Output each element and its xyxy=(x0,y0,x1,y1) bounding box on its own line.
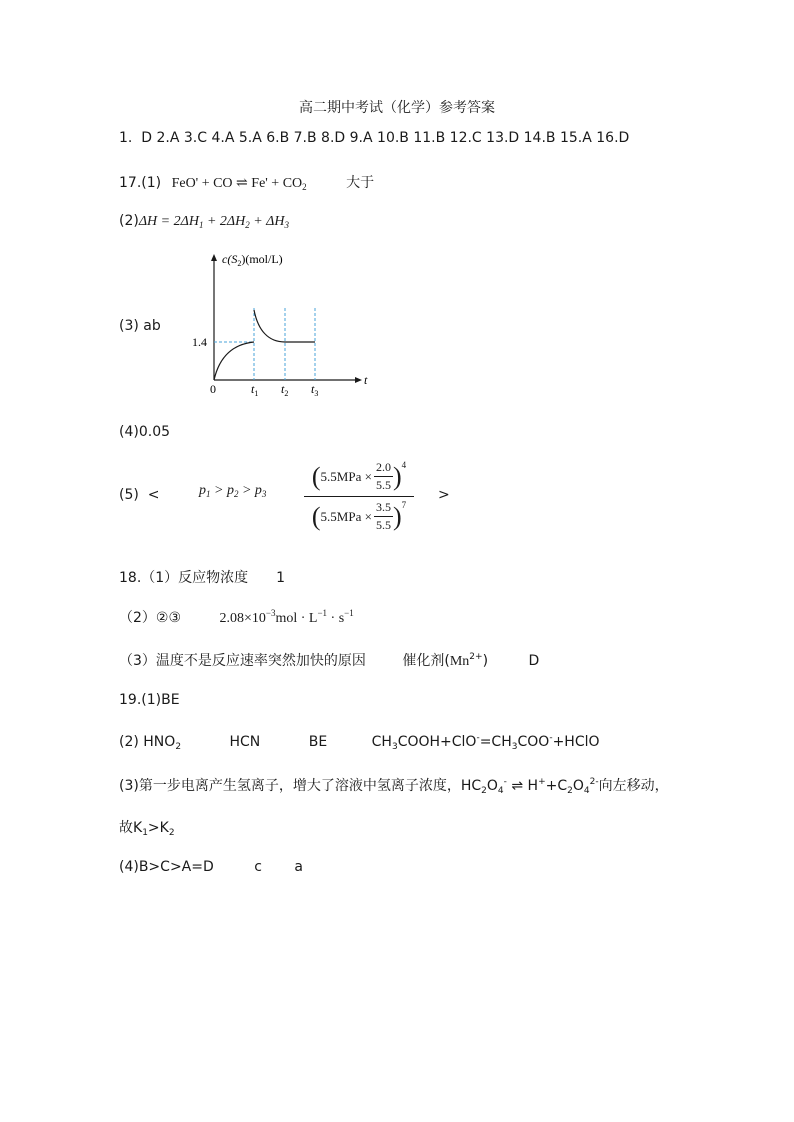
q19-part3-line1 xyxy=(119,775,669,795)
q19-p4-order: (4)B>C>A=D xyxy=(119,859,214,875)
origin-label: 0 xyxy=(210,382,216,396)
t1-label: $t_1$ xyxy=(251,382,259,398)
q19-part2 xyxy=(119,734,600,750)
q17-eq-left: FeO' + CO xyxy=(171,176,233,191)
q19-part3-line2: 故$K_1>K_2$ xyxy=(119,820,175,838)
q17-p1-answer: 大于 xyxy=(346,175,375,191)
curve-rise xyxy=(214,342,254,380)
q19-p2-be: BE xyxy=(308,734,328,750)
q17-p5-pressures: $p_1 > p_2 > p_3$ xyxy=(199,483,267,499)
q17-p2-label: (2) xyxy=(119,213,139,229)
q17-part4: (4)0.05 xyxy=(119,424,171,440)
t2-label: $t_2$ xyxy=(281,382,289,398)
concentration-time-graph xyxy=(180,246,380,406)
mc-answers: D 2.A 3.C 4.A 5.A 6.B 7.B 8.D 9.A 10.B 11.B 12.C 13.D 14.B 15.A 16.D xyxy=(141,130,630,146)
q18-p3-text: （3）温度不是反应速率突然加快的原因 xyxy=(119,653,366,669)
y-tick-1.4: 1.4 xyxy=(192,335,207,349)
equilibrium-arrow-icon: ⇌ xyxy=(236,176,248,191)
q19-p4-c: c xyxy=(254,859,262,875)
q17-p5-label: (5) xyxy=(119,487,139,503)
q17-p1-equation xyxy=(172,176,311,191)
q19-p3-equation: $_2O_4^-$ ⇌ $H^++C_2O_4^{2-}$向左移动， xyxy=(481,777,669,796)
q18-part3 xyxy=(119,650,539,670)
q18-part2 xyxy=(119,607,354,627)
kp-numerator: ( 5.5MPa × $\frac{2.0}{5.5}$ ) 4 xyxy=(304,460,414,497)
q19-p2-hcn: HCN xyxy=(229,734,261,750)
q17-eq-right: Fe' + CO xyxy=(251,176,303,191)
y-axis-label: $c(S_2)(mol/L)$ xyxy=(222,252,283,268)
q18-p1-text: 18.（1）反应物浓度 xyxy=(119,570,249,586)
kp-denominator: ( 5.5MPa × $\frac{3.5}{5.5}$ ) 7 xyxy=(311,499,407,532)
q18-p2-label: （2）②③ xyxy=(119,610,182,626)
y-axis-arrow-icon xyxy=(211,254,217,261)
q17-eq-sub: 2 xyxy=(302,182,307,192)
q19-p3-text: (3)第一步电离产生氢离子，增大了溶液中氢离子浓度，HC xyxy=(119,778,482,794)
q17-p1-label: 17.(1) xyxy=(119,175,162,191)
q19-p2-equation: $CH_3COOH+ClO^-=CH_3COO^-+HClO$ xyxy=(371,733,600,752)
x-axis-label: t xyxy=(364,373,368,387)
q17-part2 xyxy=(119,213,289,230)
x-axis-arrow-icon xyxy=(355,377,362,383)
page-title: 高二期中考试（化学）参考答案 xyxy=(299,100,495,116)
q18-p1-value: 1 xyxy=(276,570,286,586)
t3-label: $t_3$ xyxy=(311,382,319,398)
q19-p2-label: (2) $HNO_2$ xyxy=(119,734,182,752)
q18-p3-answer: D xyxy=(528,653,540,669)
kp-fraction xyxy=(304,460,414,533)
q17-p2-formula: $\Delta H = 2\Delta H_1 + 2\Delta H_2 + \Delta H_3$ xyxy=(138,214,290,230)
q17-p5-label-row xyxy=(119,487,159,503)
q18-p3-catalyst: 催化剂$(Mn^{2+})$ xyxy=(402,652,489,669)
q17-p5-compare: > xyxy=(438,487,450,503)
q17-p5-sign: < xyxy=(147,487,160,503)
mc-prefix: 1. xyxy=(119,130,133,146)
curve-decay xyxy=(254,310,285,342)
q17-part1 xyxy=(119,172,374,192)
q18-p2-rate: $2.08\times 10^{-3}mol \cdot L^{-1} \cdot s^{-1}$ xyxy=(219,608,354,626)
q19-part1: 19.(1)BE xyxy=(119,692,180,708)
q18-part1 xyxy=(119,567,285,587)
q19-p4-a: a xyxy=(294,859,303,875)
q19-part4 xyxy=(119,859,303,875)
q17-p3-label: (3) ab xyxy=(119,318,161,334)
mc-answers-row xyxy=(119,130,629,146)
